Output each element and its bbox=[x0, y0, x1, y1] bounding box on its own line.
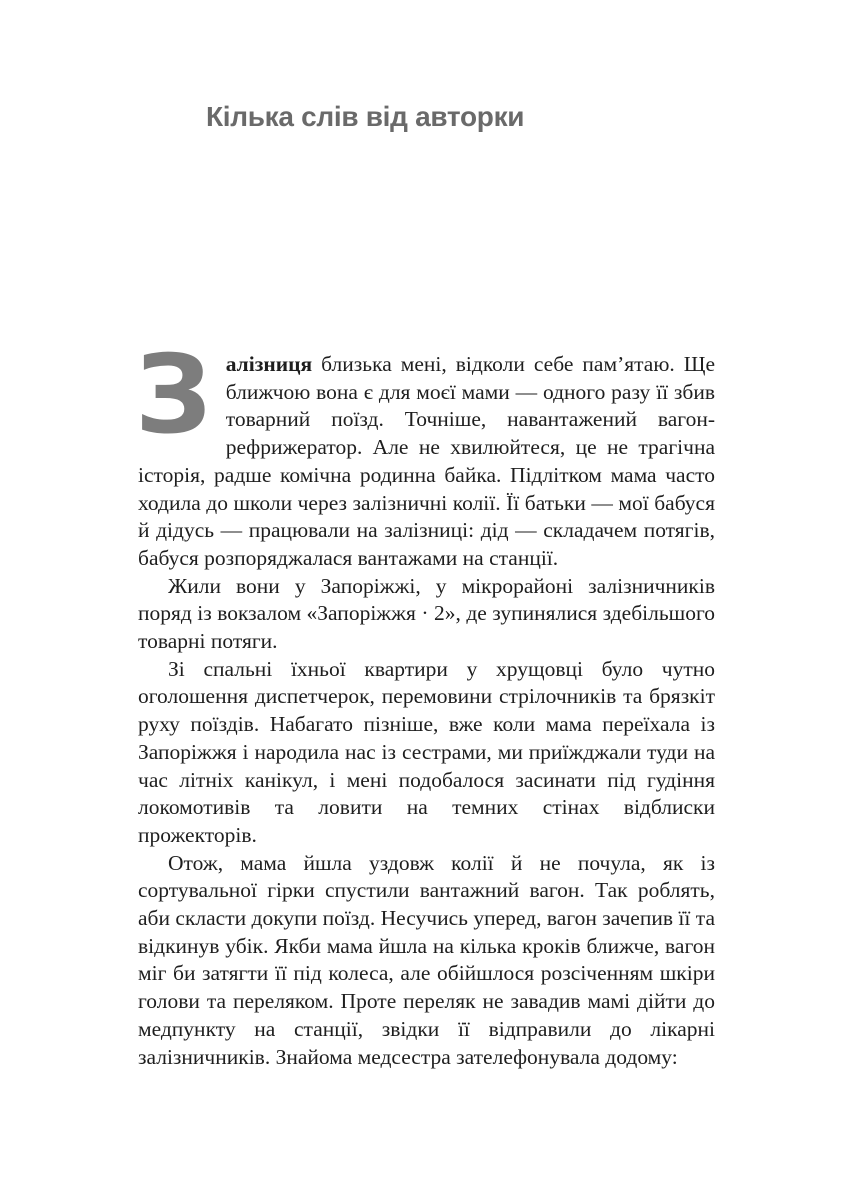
chapter-title: Кілька слів від авторки bbox=[206, 101, 525, 132]
paragraph-3: Зі спальні їхньої квартири у хрущовці було чутно оголошення диспетчерок, перемовини стрілочників та брязкіт руху поїздів. Набагато пізніше, вже коли мама переїхала із Запоріжжя і народила нас із сестрами, ми приїжджали туди на час літніх канікул, і мені подобалося засинати під гудіння локомотивів та ловити на темних стінах відблиски прожекторів. bbox=[138, 656, 715, 847]
paragraph-1 bbox=[135, 333, 715, 573]
paragraph-4: Отож, мама йшла уздовж колії й не почула, як із сортувальної гірки спустили вантажний вагон. Так роблять, аби скласти докупи поїзд. Несучись уперед, вагон зачепив її та відкинув убік. Якби мама йшла на кілька кроків ближче, вагон міг би затягти її під колеса, але обійшлося розсіченням шкіри голови та переляком. Проте переляк не завадив мамі дійти до медпункту на станції, звідки її відправили до лікарні залізничників. Знайома медсестра зателефонувала додому: bbox=[138, 850, 715, 1069]
dropcap-letter: З bbox=[135, 333, 212, 458]
body-text bbox=[135, 333, 715, 1071]
paragraph-2: Жили вони у Запоріжжі, у мікрорайоні залізничників поряд із вокзалом «Запоріжжя · 2», де зупинялися здебільшого товарні потяги. bbox=[138, 573, 715, 654]
lead-word: алізниця bbox=[225, 352, 313, 376]
paragraph-1-text: близька мені, відколи себе пам’ятаю. Ще ближчою вона є для моєї мами — одного разу її збив товарний поїзд. Точніше, навантажений вагон-рефрижератор. Але не хвилюйтеся, це не трагічна історія, радше комічна родинна байка. Підлітком мама часто ходила до школи через залізничні колії. Її батьки — мої бабуся й дідусь — працювали на залізниці: дід — складачем потягів, бабуся розпоряджалася вантажами на станції. bbox=[138, 352, 715, 570]
